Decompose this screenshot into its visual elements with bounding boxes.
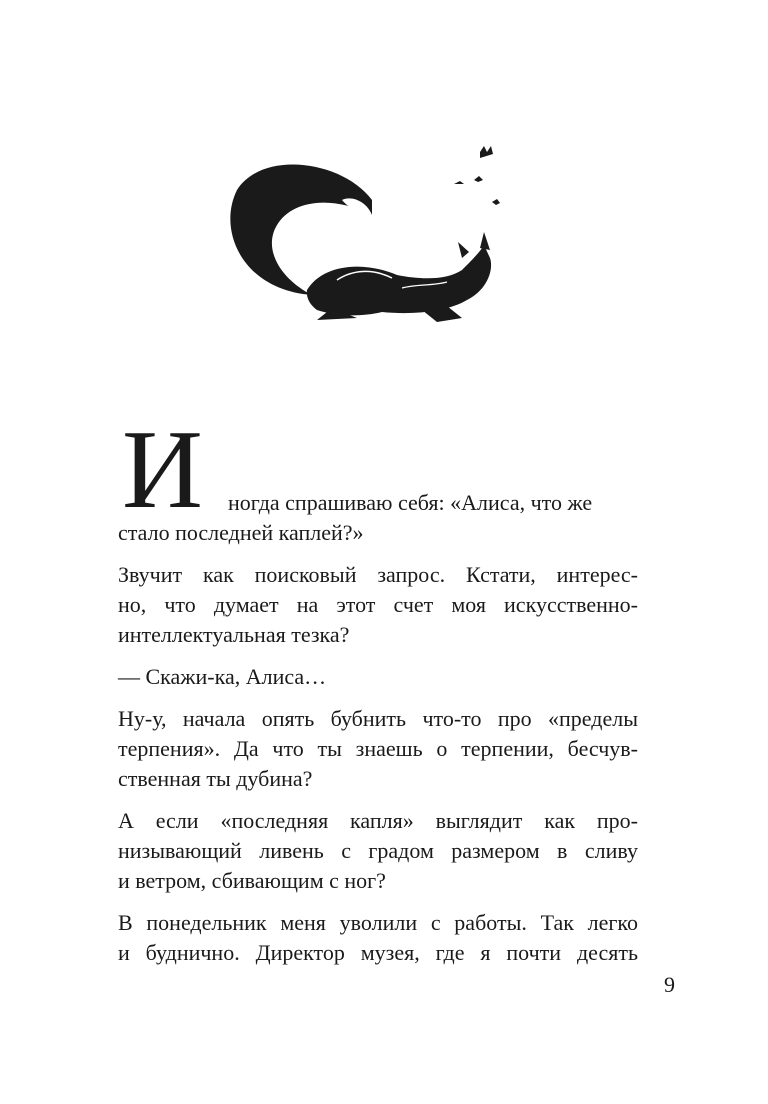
- paragraph: [118, 806, 638, 896]
- paragraph-line: Звучит как поисковый запрос. Кстати, интерес-: [118, 562, 638, 587]
- paragraph-line: ногда спрашиваю себя: «Алиса, что же: [228, 490, 593, 515]
- paragraph-line: и буднично. Директор музея, где я почти десять: [118, 940, 638, 965]
- paragraph-line: стало последней каплей?»: [118, 520, 364, 545]
- paragraph: [118, 704, 638, 794]
- main-text: [118, 408, 638, 980]
- drop-cap: И: [122, 408, 203, 532]
- paragraph-line: — Скажи-ка, Алиса…: [118, 664, 327, 689]
- paragraph-line: В понедельник меня уволили с работы. Так легко: [118, 910, 638, 935]
- paragraph-line: низывающий ливень с градом размером в сливу: [118, 838, 638, 863]
- page-number: 9: [664, 972, 675, 997]
- paragraph-line: но, что думает на этот счет моя искусственно-: [118, 592, 638, 617]
- paragraph-line: терпения». Да что ты знаешь о терпении, бесчув-: [118, 736, 638, 761]
- paragraph-line: Ну-у, начала опять бубнить что-то про «пределы: [118, 706, 638, 731]
- paragraph: [118, 908, 638, 968]
- first-paragraph: [118, 408, 638, 532]
- paragraph-line: и ветром, сбивающим с ног?: [118, 868, 386, 893]
- fox-icon: [222, 140, 512, 330]
- paragraph: [118, 662, 638, 692]
- paragraph-line: А если «последняя капля» выглядит как про-: [118, 808, 638, 833]
- paragraph: [118, 560, 638, 650]
- paragraph-line: интеллектуальная тезка?: [118, 622, 350, 647]
- paragraph-line: ственная ты дубина?: [118, 766, 313, 791]
